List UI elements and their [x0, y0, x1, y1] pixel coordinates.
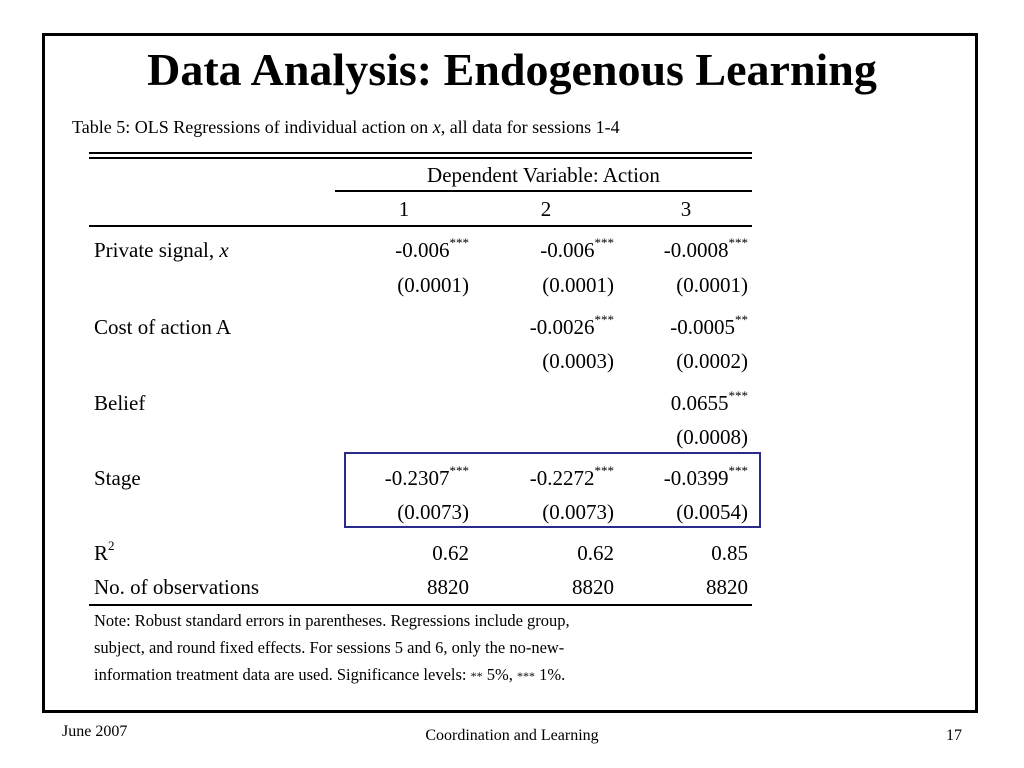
- note-line-2: subject, and round fixed effects. For sessions 5 and 6, only the no-new-: [94, 638, 565, 657]
- se-cost-col3: (0.0002): [676, 349, 748, 373]
- se-cost-col2: (0.0003): [542, 349, 614, 373]
- r-squared-col3: 0.85: [711, 541, 748, 565]
- table-top-rule: [89, 152, 752, 154]
- se-stage-col2: (0.0073): [542, 500, 614, 524]
- table-bottom-rule: [89, 604, 752, 606]
- se-belief-col3: (0.0008): [676, 425, 748, 449]
- se-stage-col3: (0.0054): [676, 500, 748, 524]
- coef-cost-col2: -0.0026***: [529, 312, 614, 339]
- significance-stars: ***: [728, 463, 748, 478]
- caption-variable: x: [432, 117, 441, 137]
- coef-private-signal-col2: -0.006***: [540, 235, 614, 262]
- dependent-variable-header: Dependent Variable: Action: [427, 163, 660, 187]
- observations-col1: 8820: [427, 575, 469, 599]
- significance-stars: **: [735, 312, 748, 327]
- row-label-variable: x: [219, 238, 229, 262]
- coef-private-signal-col1: -0.006***: [395, 235, 469, 262]
- note-line-3: information treatment data are used. Significance levels: ** 5%, *** 1%.: [94, 665, 566, 684]
- footer-page-number: 17: [946, 727, 962, 744]
- coef-belief-col3: 0.0655***: [670, 388, 748, 415]
- se-private-signal-col3: (0.0001): [676, 273, 748, 297]
- row-label-observations: No. of observations: [94, 575, 260, 599]
- header-rule: [89, 225, 752, 227]
- table-note: [94, 607, 734, 690]
- column-header-3: 3: [680, 197, 692, 221]
- significance-stars: ***: [449, 235, 469, 250]
- coef-stage-col2: -0.2272***: [529, 463, 614, 490]
- row-label-private-signal: Private signal, x: [94, 238, 229, 262]
- significance-stars: ***: [594, 235, 614, 250]
- note-line-1: Note: Robust standard errors in parentheses. Regressions include group,: [94, 611, 570, 630]
- significance-stars: ***: [728, 235, 748, 250]
- footer-presentation-title: Coordination and Learning: [425, 727, 599, 744]
- row-label-belief: Belief: [94, 391, 146, 415]
- significance-stars: ***: [594, 463, 614, 478]
- se-private-signal-col2: (0.0001): [542, 273, 614, 297]
- caption-suffix: , all data for sessions 1-4: [440, 117, 620, 137]
- coef-stage-col3: -0.0399***: [663, 463, 748, 490]
- row-label-r-squared: $R^2$: [94, 538, 115, 565]
- coef-stage-col1: -0.2307***: [384, 463, 469, 490]
- observations-col2: 8820: [572, 575, 614, 599]
- coef-private-signal-col3: -0.0008***: [663, 235, 748, 262]
- caption-prefix: Table 5: OLS Regressions of individual action on: [72, 117, 433, 137]
- footer-date: June 2007: [62, 723, 128, 740]
- column-header-1: 1: [398, 197, 410, 221]
- column-header-2: 2: [540, 197, 552, 221]
- significance-stars: ***: [594, 312, 614, 327]
- table-top-rule-double: [89, 157, 752, 159]
- se-private-signal-col1: (0.0001): [397, 273, 469, 297]
- dependent-variable-rule: [335, 190, 752, 192]
- row-label-stage: Stage: [94, 466, 141, 490]
- significance-stars: ***: [728, 388, 748, 403]
- r-squared-col2: 0.62: [577, 541, 614, 565]
- se-stage-col1: (0.0073): [397, 500, 469, 524]
- r-squared-col1: 0.62: [432, 541, 469, 565]
- coef-cost-col3: -0.0005**: [670, 312, 748, 339]
- table-caption: [72, 115, 620, 139]
- slide-title: Data Analysis: Endogenous Learning: [147, 44, 877, 95]
- row-label-cost-of-action: Cost of action A: [94, 315, 232, 339]
- significance-stars: ***: [449, 463, 469, 478]
- observations-col3: 8820: [706, 575, 748, 599]
